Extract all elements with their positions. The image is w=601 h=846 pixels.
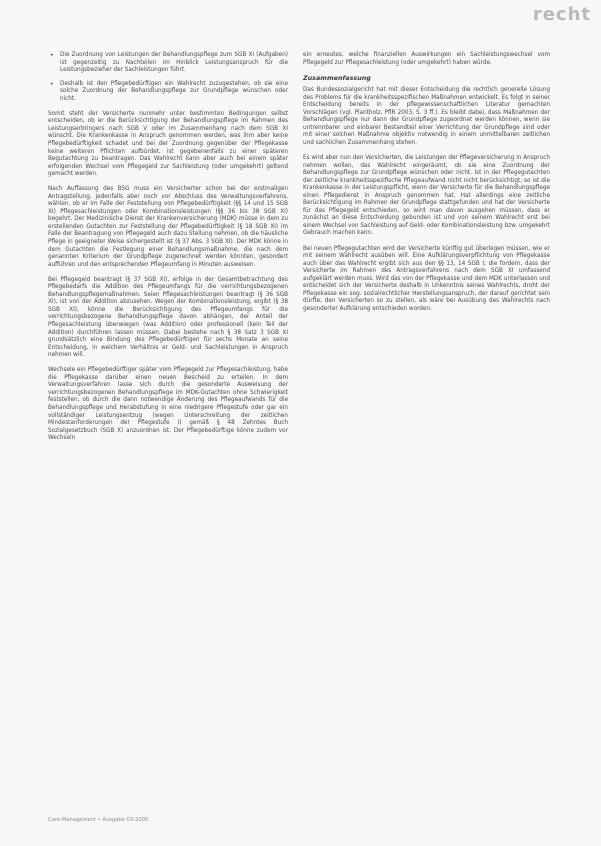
bullet-item: • Die Zuordnung von Leistungen der Behandlungspflege zum SGB XI (Aufgaben) ist gegenzeitig zu Nachteilen im Hinblick Leistungsanspruch für die Leistungsbezieher der Sachleistungen führt. [60, 52, 288, 75]
body-paragraph: Somit steht der Versicherte nunmehr unter bestimmten Bedingungen selbst entscheiden, ob er die Berücksichtigung der Behandlungspflege im Rahmen des Leistungserbringers nach SGB V oder im Zusammenhang nach dem SGB XI wünscht. Die Krankenkasse in Anspruch genommen werden, was ihm aber keine Pflegebedürftigkeit schadet und bei der Zuordnung gegenüber der Pflegekasse keine weiteren Pflichten aufbürdet, ist gegebenenfalls zu einer späteren Begutachtung zu beantragen. Das Wahlrecht kann aber auch bei einem später erfolgenden Wechsel vom Pflegegeld zur Sachleistung (oder umgekehrt) geltend gemacht werden. [48, 110, 288, 178]
body-paragraph: Bei neuen Pflegegutachten wird der Versicherte künftig gut überlegen müssen, wie er mit seinem Wahlrecht ausüben will. Eine Aufklärungsverpflichtung von Pflegekasse auch über das Wahlrecht ergibt sich aus den §§ 13, 14 SGB I; die fordern, dass der Versicherte im Rahmen des Antragsverfahrens nach dem SGB XI umfassend aufgeklärt werden muss. Wird das von der Pflegekasse und dem MDK unterlassen und entscheidet sich der Versicherte deshalb in Unkenntnis seines Wahlrechts, droht der Pflegekasse ein sog. sozialrechtlicher Herstellungsanspruch, der darauf gerichtet sein dürfte, den Versicherten so zu stellen, als wäre bei Ausübung des Wahlrechts nach gesonderter Aufklärung entschieden worden. [303, 245, 550, 312]
right-column [303, 52, 550, 321]
body-paragraph: Das Bundessozialgericht hat mit dieser Entscheidung die rechtlich generelle Lösung des Problems für die krankheitsspezifischen Maßnahmen entwickelt. Es folgt in seiner Entscheidung bereits in der pflegewissenschaftlichen Literatur gemachten Vorschlägen (vgl. Plantholz, PflR 2003, S. 3 ff.). Es bleibt dabei, dass Maßnahmen der Behandlungspflege nur dann der Grundpflege zugeordnet werden können, wenn sie untrennbarer und einbarer Bestandteil einer Verrichtung der Grundpflege sind oder mit einer solchen Maßnahme objektiv notwendig in einem unmittelbaren zeitlichen und sachlichen Zusammenhang stehen. [303, 87, 550, 146]
left-column [48, 52, 288, 450]
body-paragraph: Bei Pflegegeld beantragt (§ 37 SGB XI), erfolge in der Gesamtbetrachtung des Pflegebedarfs die Addition des Pflegeumfangs für die verrichtungsbezogenen Behandlungspflegemaßnahmen. Seien Pflegesachleistungen beantragt (§ 36 SGB XI), ist von der Addition abzusehen. Wegen der Kombinationsleistung, ergibt (§ 38 SGB XI), könne die Berücksichtigung des Pflegeumfangs für die verrichtungsbezogene Behandlungspflege davon abhängen, der Anteil der Pflegesachleistung überwiegen (was Addition) oder professionell (kein Teil der Addition) durchführen lassen müssen. Dabei bestehe nach § 38 Satz 3 SGB XI grundsätzlich eine Bindung des Pflegebedürftigen für sechs Monate an seine Entscheidung, in welchem Verhältnis er Geld- und Sachleistungen in Anspruch nehmen will. [48, 276, 288, 359]
bullet-list [48, 52, 288, 103]
body-paragraph: Es wird aber nun den Versicherten, die Leistungen der Pflegeversicherung in Anspruch nehmen wollen, das Wahlrecht eingeräumt, ob sie eine Zuordnung der Behandlungspflege zur Grundpflege wünschen oder nicht. Ist in der Pflegegutachten der zeitliche krankheitsspezifische Pflegeaufwand nicht nicht berücksichtigt, so ist die Krankenkasse in der Leistungspflicht, wenn der Versicherte für die Behandlungspflege einen Pflegedienst in Anspruch genommen hat. Hat allerdings eine zeitliche Berücksichtigung im Rahmen der Grundpflege stattgefunden und hat der Versicherte für das Pflegegeld entschieden, so wird man davon ausgehen müssen, dass er zunächst an diese Entscheidung gebunden ist und von seinem Wahlrecht erst bei einem Wechsel von Sachleistung auf Geld- oder Kombinationsleistung bzw. umgekehrt Gebrauch machen kann. [303, 155, 550, 237]
bullet-item: • Deshalb ist den Pflegebedürftigen ein Wahlrecht zuzugestehen, ob sie eine solche Zuordnung der Behandlungspflege zur Grundpflege wünschen oder nicht. [60, 81, 288, 104]
page-footer: Care-Management • Ausgabe 03-2005 [48, 817, 149, 823]
section-heading: Zusammenfassung [303, 73, 371, 82]
section-header: recht [532, 4, 591, 25]
body-paragraph: Nach Auffassung des BSG muss ein Versicherter schon bei der erstmaligen Antragstellung, jedenfalls aber noch vor Abschluss des Verwaltungsverfahrens, wählen, ob er im Falle der Feststellung von Pflegebedürftigkeit (§§ 14 und 15 SGB XI) Pflegesachleistungen oder Kombinationsleistungen (§§ 36 bis 38 SGB XI) begehrt. Der Medizinische Dienst der Krankenversicherung (MDK) müsse in dem zu erstellenden Gutachten zur Feststellung der Pflegebedürftigkeit (§ 18 SGB XI) im Falle der Beantragung von Pflegegeld auch dazu Stellung nehmen, ob die häusliche Pflege in geeigneter Weise sichergestellt ist (§ 37 Abs. 3 SGB XI). Der MDK könne in dem Gutachten die Festlegung einer Behandlungsmaßnahme, die nach dem genannten Kriterium der Grundpflege zugerechnet werden könnten, gesondert aufführen und den entsprechenden Pflegeumfang in Minuten ausweisen. [48, 186, 288, 268]
body-paragraph: Wechsele ein Pflegebedürftiger später vom Pflegegeld zur Pflegesachleistung, habe die Pflegekasse darüber einen neuen Bescheid zu erteilen. In dem Verwaltungsverfahren lasse sich durch die gesonderte Ausweisung der verrichtungsbezogenen Behandlungspflege im MDK-Gutachten ohne Schwierigkeit feststellen, ob durch die dann notwendige Änderung des Pflegeaufwands für die Behandlungspflege und Herabstufung in eine niedrigere Pflegestufe oder gar ein vollständiger Leistungsentzug (wegen Unterschreitung der zeitlichen Mindestanforderungen der Pflegestufe I) gemäß § 48 Zehntes Buch Sozialgesetzbuch (SGB X) anzuordnen ist. Der Pflegebedürftige könne zudem vor Wechseln [48, 367, 288, 442]
body-paragraph: ein erneutes, welche finanziellen Auswirkungen ein Sachleistungswechsel vom Pflegegeld zur Pflegesachleistung (oder umgekehrt) haben würde. [303, 52, 550, 66]
